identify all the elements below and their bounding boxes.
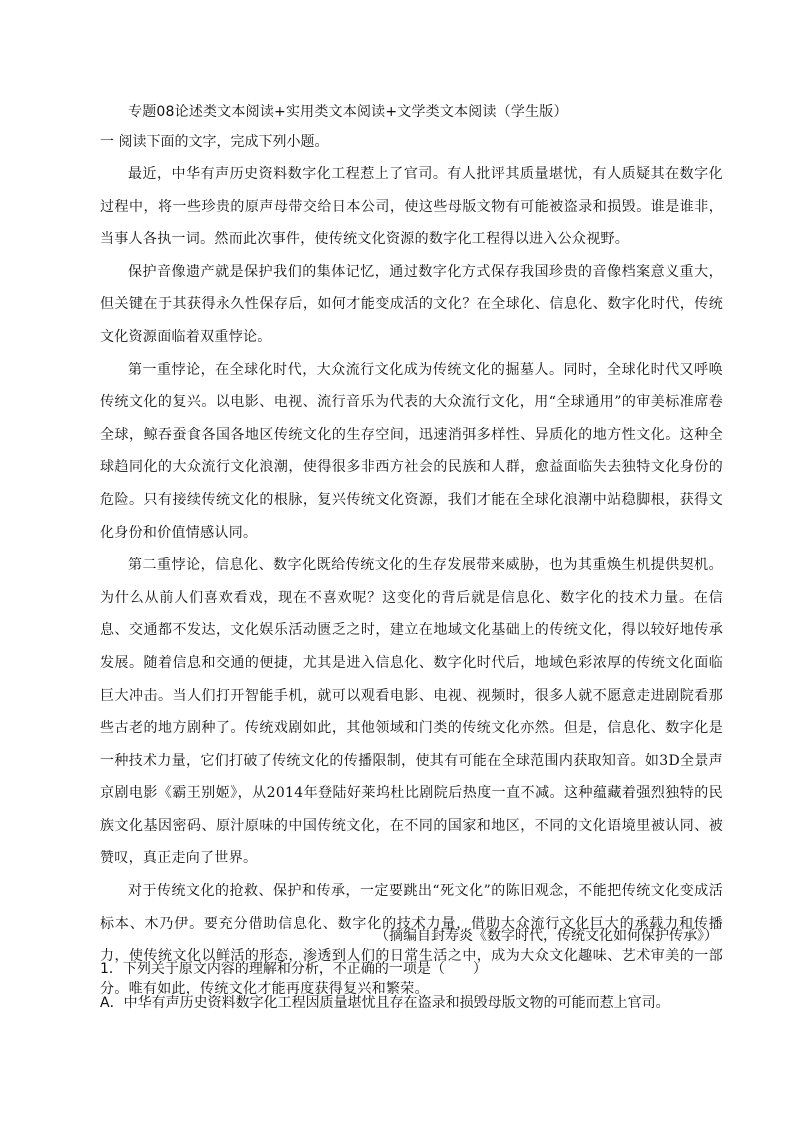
source-citation: （摘编自封寿炎《数字时代，传统文化如何保护传承》） <box>375 928 718 944</box>
question-1: 1．下列关于原文内容的理解和分析，不正确的一项是（ ） <box>100 961 487 977</box>
option-a: A．中华有声历史资料数字化工程因质量堪忧且存在盗录和损毁母版文物的可能而惹上官司。 <box>100 995 670 1011</box>
section-heading: 一 阅读下面的文字，完成下列小题。 <box>100 134 329 150</box>
paragraph-1: 最近，中华有声历史资料数字化工程惹上了官司。有人批评其质量堪忧，有人质疑其在数字化过程中，将一些珍贵的原声母带交给日本公司，使这些母版文物有可能被盗录和损毁。谁是谁非，当事人各执一词。然而此次事件，使传统文化资源的数字化工程得以进入公众视野。 <box>100 166 723 248</box>
reading-passage <box>100 158 723 1005</box>
paragraph-3: 第一重悖论，在全球化时代，大众流行文化成为传统文化的掘墓人。同时，全球化时代又呼唤传统文化的复兴。以电影、电视、流行音乐为代表的大众流行文化，用“全球通用”的审美标准席卷全球，鲸吞蚕食各国各地区传统文化的生存空间，迅速消弭多样性、异质化的地方性文化。这种全球趋同化的大众流行文化浪潮，使得很多非西方社会的民族和人群，愈益面临失去独特文化身份的危险。只有接续传统文化的根脉，复兴传统文化资源，我们才能在全球化浪潮中站稳脚根，获得文化身份和价值情感认同。 <box>100 361 723 541</box>
paragraph-4: 第二重悖论，信息化、数字化既给传统文化的生存发展带来威胁，也为其重焕生机提供契机。为什么从前人们喜欢看戏，现在不喜欢呢？这变化的背后就是信息化、数字化的技术力量。在信息、交通都不发达，文化娱乐活动匮乏之时，建立在地域文化基础上的传统文化，得以较好地传承发展。随着信息和交通的便捷，尤其是进入信息化、数字化时代后，地域色彩浓厚的传统文化面临巨大冲击。当人们打开智能手机，就可以观看电影、电视、视频时，很多人就不愿意走进剧院看那些古老的地方剧种了。传统戏剧如此，其他领域和门类的传统文化亦然。但是，信息化、数字化是一种技术力量，它们打破了传统文化的传播限制，使其有可能在全球范围内获取知音。如3D全景声京剧电影《霸王别姬》，从2014年登陆好莱坞杜比剧院后热度一直不减。这种蕴藏着强烈独特的民族文化基因密码、原汁原味的中国传统文化，在不同的国家和地区，不同的文化语境里被认同、被赞叹，真正走向了世界。 <box>100 557 723 867</box>
paragraph-2: 保护音像遗产就是保护我们的集体记忆，通过数字化方式保存我国珍贵的音像档案意义重大，但关键在于其获得永久性保存后，如何才能变成活的文化？在全球化、信息化、数字化时代，传统文化资源面临着双重悖论。 <box>100 263 723 345</box>
paragraph-5: 对于传统文化的抢救、保护和传承，一定要跳出“死文化”的陈旧观念，不能把传统文化变成活标本、木乃伊。要充分借助信息化、数字化的技术力量，借助大众流行文化巨大的承载力和传播力，使传统文化以鲜活的形态，渗透到人们的日常生活之中，成为大众文化趣味、艺术审美的一部分。唯有如此，传统文化才能再度获得复兴和繁荣。 <box>100 883 723 997</box>
document-title: 专题08论述类文本阅读+实用类文本阅读+文学类文本阅读（学生版） <box>128 104 568 120</box>
